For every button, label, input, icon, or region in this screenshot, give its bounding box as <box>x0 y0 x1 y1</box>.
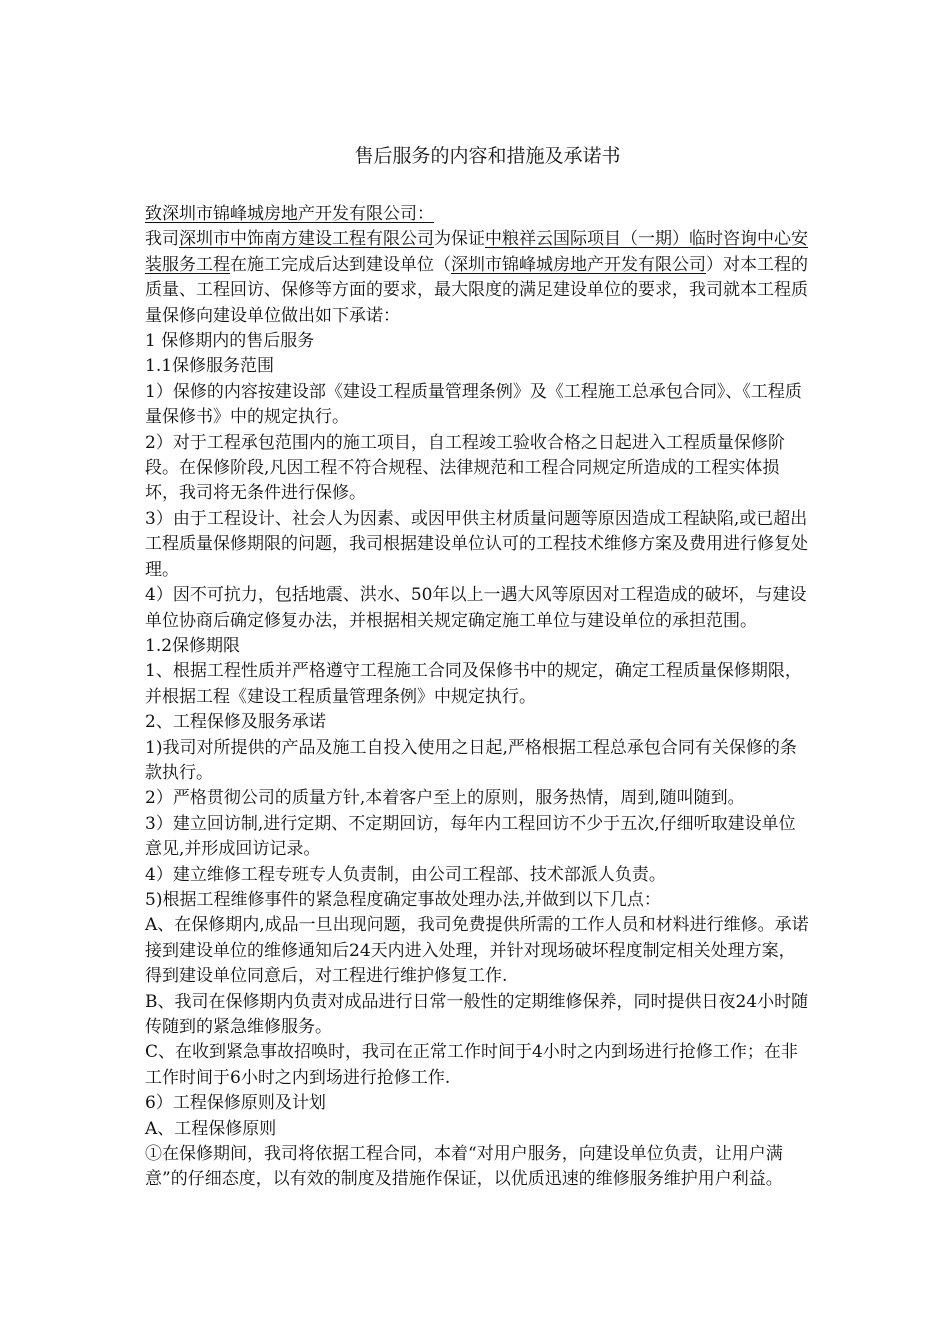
paragraph: C、在收到紧急事故招唤时，我司在正常工作时间于4小时之内到场进行抢修工作；在非工作时间于6小时之内到场进行抢修工作. <box>145 1042 798 1088</box>
paragraph: 4）建立维修工程专班专人负责制，由公司工程部、技术部派人负责。 <box>145 864 666 885</box>
subsection-heading: A、工程保修原则 <box>145 1118 277 1139</box>
intro-paragraph <box>145 227 810 329</box>
paragraph: 2）对于工程承包范围内的施工项目，自工程竣工验收合格之日起进入工程质量保修阶段。在保修阶段,凡因工程不符合规程、法律规范和工程合同规定所造成的工程实体损坏，我司将无条件进行保修。 <box>145 432 785 504</box>
paragraph: 4）因不可抗力，包括地震、洪水、50年以上一遇大风等原因对工程造成的破坏，与建设单位协商后确定修复办法，并根据相关规定确定施工单位与建设单位的承担范围。 <box>145 585 807 631</box>
paragraph: 1)我司对所提供的产品及施工自投入使用之日起,严格根据工程总承包合同有关保修的条款执行。 <box>145 737 797 783</box>
salutation-text: 致深圳市锦峰城房地产开发有限公司： <box>145 204 434 224</box>
paragraph: 1）保修的内容按建设部《建设工程质量管理条例》及《工程施工总承包合同》、《工程质量保修书》中的规定执行。 <box>145 381 802 428</box>
paragraph: 3）由于工程设计、社会人为因素、或因甲供主材质量问题等原因造成工程缺陷,或已超出工程质量保修期限的问题，我司根据建设单位认可的工程技术维修方案及费用进行修复处理。 <box>145 508 808 580</box>
owner-name: 深圳市锦峰城房地产开发有限公司 <box>451 254 706 275</box>
project-name: 中粮祥云国际项目（一期）临时咨询中心安装服务工程 <box>145 229 808 275</box>
paragraph: 1、根据工程性质并严格遵守工程施工合同及保修书中的规定，确定工程质量保修期限，并根据工程《建设工程质量管理条例》中规定执行。 <box>145 661 802 707</box>
subsection-heading: 6）工程保修原则及计划 <box>145 1093 326 1114</box>
paragraph: ①在保修期间，我司将依据工程合同，本着“对用户服务，向建设单位负责，让用户满意”的仔细态度，以有效的制度及措施作保证，以优质迅速的维修服务维护用户利益。 <box>145 1144 783 1190</box>
subsection-heading: 1.1保修服务范围 <box>145 356 275 377</box>
paragraph: 3）建立回访制,进行定期、不定期回访，每年内工程回访不少于五次,仔细听取建设单位意见,并形成回访记录。 <box>145 813 796 860</box>
paragraph: A、在保修期内,成品一旦出现问题，我司免费提供所需的工作人员和材料进行维修。承诺接到建设单位的维修通知后24天内进入处理，并针对现场破坏程度制定相关处理方案，得到建设单位同意后，对工程进行维护修复工作. <box>145 915 809 987</box>
document-page <box>145 142 810 1193</box>
paragraph: B、我司在保修期内负责对成品进行日常一般性的定期维修保养，同时提供日夜24小时随传随到的紧急维修服务。 <box>145 991 809 1037</box>
paragraph: 2）严格贯彻公司的质量方针,本着客户至上的原则，服务热情，周到,随叫随到。 <box>145 788 745 809</box>
document-title: 售后服务的内容和措施及承诺书 <box>354 145 621 167</box>
intro-text-1: 我司 <box>145 229 179 250</box>
paragraph: 5)根据工程维修事件的紧急程度确定事故处理办法,并做到以下几点： <box>145 889 661 910</box>
section-heading: 2、工程保修及服务承诺 <box>145 712 326 733</box>
intro-text-4: ）对本工程的质量、工程回访、保修等方面的要求，最大限度的满足建设单位的要求，我司就本工程质量保修向建设单位做出如下承诺： <box>145 254 808 326</box>
intro-text-3: 在施工完成后达到建设单位（ <box>230 254 451 275</box>
salutation <box>145 202 810 227</box>
intro-text-2: 为保证 <box>434 229 485 250</box>
subsection-heading: 1.2保修期限 <box>145 635 241 656</box>
section-heading: 1 保修期内的售后服务 <box>145 331 315 352</box>
contractor-name: 深圳市中饰南方建设工程有限公司 <box>179 229 434 250</box>
